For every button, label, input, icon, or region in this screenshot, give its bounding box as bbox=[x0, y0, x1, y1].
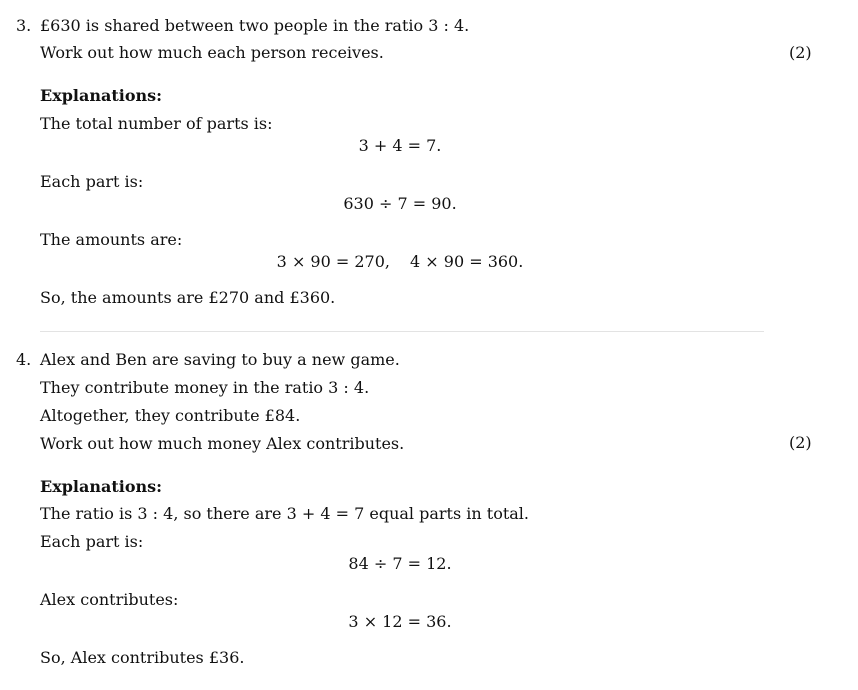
question-3-step-2-equation: 630 ÷ 7 = 90. bbox=[343, 194, 457, 213]
question-3-marks: (2) bbox=[789, 43, 812, 62]
question-4-stem-line-2: They contribute money in the ratio 3 : 4. bbox=[40, 378, 370, 397]
question-3-step-2-text: Each part is: bbox=[40, 172, 144, 191]
question-4-explanations-heading: Explanations: bbox=[40, 477, 163, 496]
question-4-stem-line-3: Altogether, they contribute £84. bbox=[40, 406, 301, 425]
question-4-stem-line-1: Alex and Ben are saving to buy a new game. bbox=[40, 350, 400, 369]
question-4-step-2-equation: 84 ÷ 7 = 12. bbox=[348, 554, 452, 573]
question-3-step-1-equation: 3 + 4 = 7. bbox=[358, 136, 442, 155]
question-3-conclusion: So, the amounts are £270 and £360. bbox=[40, 288, 336, 307]
question-4-step-1-text: The ratio is 3 : 4, so there are 3 + 4 = 7 equal parts in total. bbox=[40, 504, 530, 523]
question-4-step-2-text: Each part is: bbox=[40, 532, 144, 551]
question-4-conclusion: So, Alex contributes £36. bbox=[40, 648, 245, 667]
question-3-step-3-equation bbox=[0, 252, 800, 272]
question-3-stem-line-1: £630 is shared between two people in the ratio 3 : 4. bbox=[40, 16, 470, 35]
question-3-step-3-equation-a: 3 × 90 = 270, bbox=[276, 252, 390, 271]
question-4-number: 4. bbox=[16, 350, 32, 369]
question-4-step-3-equation: 3 × 12 = 36. bbox=[348, 612, 452, 631]
question-3-step-1-text: The total number of parts is: bbox=[40, 114, 273, 133]
question-3-step-3-equation-b: 4 × 90 = 360. bbox=[410, 252, 524, 271]
question-3-stem-line-2: Work out how much each person receives. bbox=[40, 43, 384, 62]
section-divider bbox=[40, 331, 764, 332]
question-4-stem-line-4: Work out how much money Alex contributes. bbox=[40, 434, 405, 453]
question-3-step-3-text: The amounts are: bbox=[40, 230, 183, 249]
question-3-number: 3. bbox=[16, 16, 32, 35]
question-3-explanations-heading: Explanations: bbox=[40, 86, 163, 105]
question-4-marks: (2) bbox=[789, 433, 812, 452]
question-4-step-3-text: Alex contributes: bbox=[40, 590, 179, 609]
